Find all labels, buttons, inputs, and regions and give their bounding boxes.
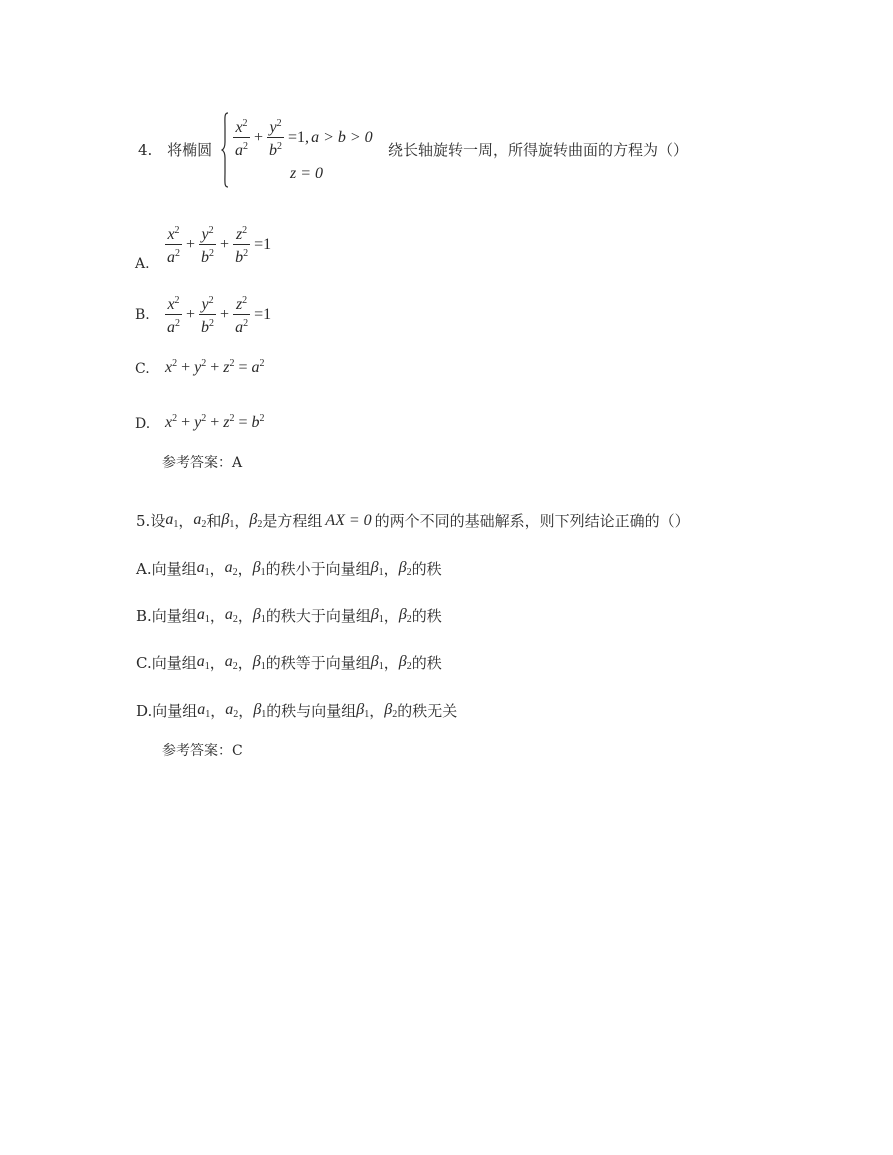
plane-equation: z = 0 <box>290 165 324 182</box>
question-lead-text: 设 <box>150 512 166 530</box>
option-d-label: D. <box>135 416 151 432</box>
option-label: A. <box>136 559 152 578</box>
option-a-label: A. <box>135 256 150 272</box>
option-b-formula: $\frac{x^2}{a^2}$ + $\frac{y^2}{b^2}$ + $\frac{z^2}{a^2}$ =1 <box>167 295 272 336</box>
question-number: 4. <box>138 141 153 159</box>
answer-text: 参考答案：A <box>162 455 243 471</box>
question-5-stem: 5. 设 $a_1$ ， $a_2$ 和 $\beta_1$ ， $\beta_2$ 是方程组 AX = 0 的两个不同的基础解系，则下列结论正确的（） <box>136 511 690 530</box>
question-4-stem <box>138 139 212 160</box>
option-d-formula: $x^2 + y^2 + z^2 = b^2$ <box>165 413 265 431</box>
option-b-label: B. <box>135 307 150 323</box>
option-label: C. <box>136 653 152 672</box>
option-label: B. <box>136 606 152 625</box>
option-c: C. 向量组 $a_1$ ， $a_2$ ， $\beta_1$ 的秩等于向量组 $\beta_1$ ， $\beta_2$ 的秩 <box>136 653 442 672</box>
question-lead-text: 将椭圆 <box>167 141 213 159</box>
option-a-formula: $\frac{x^2}{a^2}$ + $\frac{y^2}{b^2}$ + $\frac{z^2}{b^2}$ =1 <box>167 225 272 266</box>
option-label: D. <box>136 701 153 720</box>
ellipse-equation: $\frac{x^2}{a^2}$ + $\frac{y^2}{b^2}$ =1, a > b > 0 <box>235 118 373 159</box>
left-brace-icon <box>221 112 229 188</box>
question-number: 5. <box>136 511 151 530</box>
option-c-formula: $x^2 + y^2 + z^2 = a^2$ <box>165 358 265 376</box>
answer-text: 参考答案：C <box>162 743 243 759</box>
option-b: B. 向量组 $a_1$ ， $a_2$ ， $\beta_1$ 的秩大于向量组 $\beta_1$ ， $\beta_2$ 的秩 <box>136 606 442 625</box>
option-a: A. 向量组 $a_1$ ， $a_2$ ， $\beta_1$ 的秩小于向量组 $\beta_1$ ， $\beta_2$ 的秩 <box>136 559 442 578</box>
option-c-label: C. <box>135 361 150 377</box>
option-d: D. 向量组 $a_1$ ， $a_2$ ， $\beta_1$ 的秩与向量组 $\beta_1$ ， $\beta_2$ 的秩无关 <box>136 701 458 720</box>
question-trail-text: 绕长轴旋转一周，所得旋转曲面的方程为（） <box>388 141 689 159</box>
